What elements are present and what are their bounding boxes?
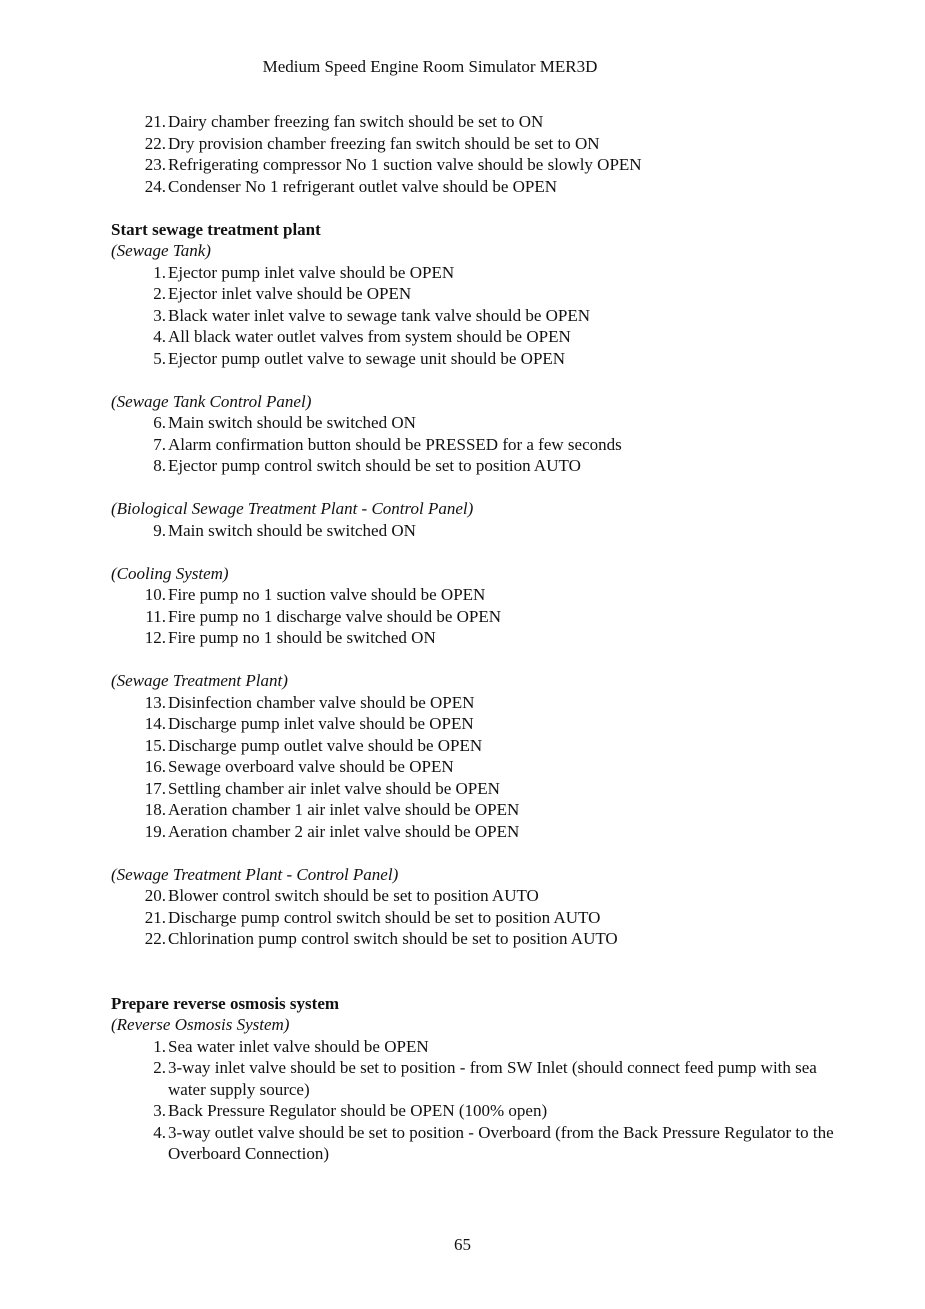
item-text: Aeration chamber 2 air inlet valve should be OPEN — [168, 821, 520, 841]
list-item — [111, 928, 841, 950]
item-text: Disinfection chamber valve should be OPEN — [168, 692, 475, 712]
list-item — [111, 262, 841, 284]
list-item — [111, 326, 841, 348]
list-item — [111, 778, 841, 800]
subsection-title: (Biological Sewage Treatment Plant - Control Panel) — [111, 499, 474, 518]
item-text: Ejector pump outlet valve to sewage unit should be OPEN — [168, 348, 566, 368]
item-number: 18. — [144, 800, 166, 819]
list-item — [111, 133, 841, 155]
item-number: 17. — [144, 778, 166, 798]
item-number: 22. — [144, 929, 166, 948]
list-item — [111, 756, 841, 778]
item-text: Sea water inlet valve should be OPEN — [168, 1036, 429, 1056]
list-item — [111, 821, 841, 843]
list-item — [111, 455, 841, 477]
item-number: 9. — [153, 520, 166, 540]
subsection-title: (Sewage Treatment Plant) — [111, 671, 288, 690]
item-number: 1. — [153, 262, 166, 282]
item-number: 23. — [144, 155, 166, 174]
page-number: 65 — [454, 1235, 471, 1254]
list-item — [111, 606, 841, 628]
item-number: 4. — [153, 327, 166, 346]
item-text: Dairy chamber freezing fan switch should be set to ON — [168, 112, 544, 131]
item-text: Blower control switch should be set to position AUTO — [168, 886, 539, 905]
list-item — [111, 111, 841, 133]
item-number: 12. — [144, 628, 166, 647]
item-text: Ejector pump control switch should be set to position AUTO — [168, 456, 581, 475]
item-text: Fire pump no 1 should be switched ON — [168, 628, 436, 647]
item-number: 15. — [144, 735, 166, 755]
item-number: 4. — [153, 1122, 166, 1142]
list-item — [111, 1100, 841, 1122]
item-number: 13. — [144, 692, 166, 712]
item-number: 21. — [144, 112, 166, 131]
item-text: Discharge pump outlet valve should be OPEN — [168, 735, 483, 755]
item-number: 11. — [145, 606, 166, 626]
item-number: 3. — [153, 1101, 166, 1120]
list-item — [111, 584, 841, 606]
item-text: Fire pump no 1 suction valve should be OPEN — [168, 585, 486, 604]
list-item — [111, 283, 841, 305]
item-text: 3-way inlet valve should be set to position - from SW Inlet (should connect feed pump with sea water supply source) — [168, 1058, 817, 1099]
list-item — [111, 412, 841, 434]
item-text: Dry provision chamber freezing fan switch should be set to ON — [168, 133, 600, 153]
item-number: 7. — [153, 434, 166, 454]
item-number: 1. — [153, 1036, 166, 1056]
item-text: Discharge pump inlet valve should be OPEN — [168, 714, 474, 733]
list-item — [111, 1122, 841, 1165]
list-item — [111, 1036, 841, 1058]
item-text: Sewage overboard valve should be OPEN — [168, 757, 454, 776]
item-number: 20. — [144, 886, 166, 905]
item-text: Ejector inlet valve should be OPEN — [168, 284, 412, 303]
item-text: Fire pump no 1 discharge valve should be OPEN — [168, 606, 502, 626]
document-body — [111, 111, 841, 1165]
list-item — [111, 520, 841, 542]
list-item — [111, 907, 841, 929]
list-item — [111, 799, 841, 821]
item-text: Discharge pump control switch should be set to position AUTO — [168, 907, 601, 927]
item-text: Chlorination pump control switch should be set to position AUTO — [168, 929, 618, 948]
subsection-title: (Sewage Treatment Plant - Control Panel) — [111, 864, 399, 884]
item-text: Aeration chamber 1 air inlet valve should be OPEN — [168, 800, 520, 819]
subsection-title: (Reverse Osmosis System) — [111, 1015, 290, 1034]
item-text: Ejector pump inlet valve should be OPEN — [168, 262, 455, 282]
list-item — [111, 735, 841, 757]
item-number: 10. — [144, 585, 166, 604]
item-text: 3-way outlet valve should be set to position - Overboard (from the Back Pressure Regulator to the Overboard Connection) — [168, 1122, 834, 1163]
item-text: Alarm confirmation button should be PRESSED for a few seconds — [168, 434, 622, 454]
item-text: Main switch should be switched ON — [168, 413, 416, 432]
item-text: All black water outlet valves from system should be OPEN — [168, 327, 571, 346]
subsection-title: (Cooling System) — [111, 563, 229, 583]
list-item — [111, 176, 841, 198]
item-number: 3. — [153, 305, 166, 325]
item-text: Back Pressure Regulator should be OPEN (100% open) — [168, 1101, 548, 1120]
subsection-title: (Sewage Tank) — [111, 241, 211, 260]
page-header: Medium Speed Engine Room Simulator MER3D — [262, 57, 598, 76]
item-text: Refrigerating compressor No 1 suction valve should be slowly OPEN — [168, 155, 642, 174]
list-item — [111, 1057, 841, 1100]
item-number: 8. — [153, 456, 166, 475]
list-item — [111, 154, 841, 176]
list-item — [111, 713, 841, 735]
item-text: Main switch should be switched ON — [168, 520, 416, 540]
list-item — [111, 627, 841, 649]
item-text: Black water inlet valve to sewage tank valve should be OPEN — [168, 305, 591, 325]
item-number: 21. — [144, 907, 166, 927]
item-text: Condenser No 1 refrigerant outlet valve should be OPEN — [168, 176, 558, 196]
item-number: 16. — [144, 757, 166, 776]
list-item — [111, 692, 841, 714]
intro-list — [111, 111, 841, 197]
item-number: 19. — [144, 821, 166, 841]
item-number: 2. — [153, 284, 166, 303]
section-heading-sewage: Start sewage treatment plant — [111, 219, 321, 239]
item-number: 22. — [144, 133, 166, 153]
list-item — [111, 434, 841, 456]
item-text: Settling chamber air inlet valve should be OPEN — [168, 778, 500, 798]
list-item — [111, 305, 841, 327]
item-number: 14. — [144, 714, 166, 733]
list-item — [111, 348, 841, 370]
item-number: 5. — [153, 348, 166, 368]
section-heading-osmosis: Prepare reverse osmosis system — [111, 993, 340, 1013]
subsection-title: (Sewage Tank Control Panel) — [111, 391, 312, 411]
item-number: 24. — [144, 176, 166, 196]
item-number: 6. — [153, 413, 166, 432]
list-item — [111, 885, 841, 907]
item-number: 2. — [153, 1058, 166, 1077]
